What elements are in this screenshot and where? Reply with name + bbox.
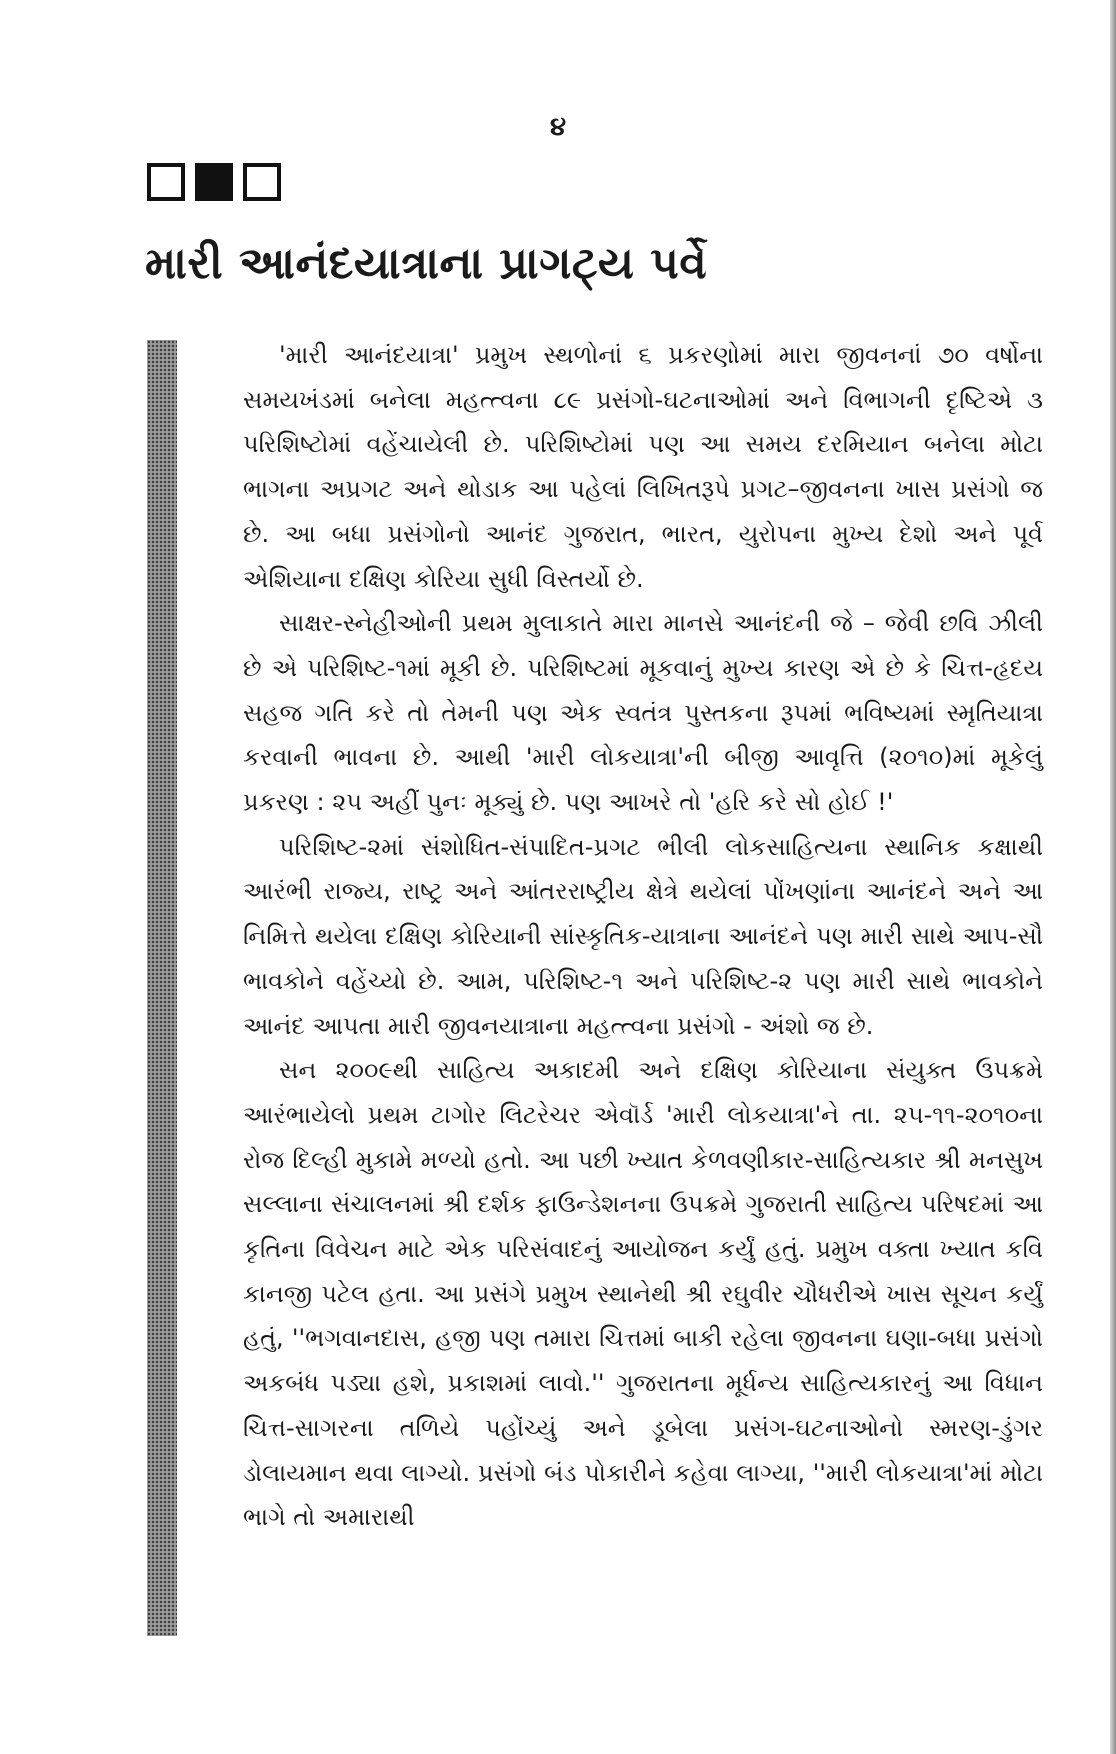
ornament-square-empty [147,163,185,201]
decorative-side-bar [147,340,177,1636]
page-number: ૪ [549,112,567,142]
chapter-ornament [147,163,281,201]
paragraph: પરિશિષ્ટ-૨માં સંશોધિત-સંપાદિત-પ્રગટ ભીલી લોકસાહિત્યના સ્થાનિક કક્ષાથી આરંભી રાજ્ય, રાષ્ટ્ર અને આંતરરાષ્ટ્રીય ક્ષેત્રે થયેલાં પોંખણાંના આનંદને અને આ નિમિત્તે થયેલા દક્ષિણ કોરિયાની સાંસ્કૃતિક-યાત્રાના આનંદને પણ મારી સાથે આપ-સૌ ભાવકોને વહેંચ્યો છે. આમ, પરિશિષ્ટ-૧ અને પરિશિષ્ટ-૨ પણ મારી સાથે ભાવકોને આનંદ આપતા મારી જીવનયાત્રાના મહત્ત્વના પ્રસંગો - અંશો જ છે. [243,832,1043,1040]
paragraph: સાક્ષર-સ્નેહીઓની પ્રથમ મુલાકાતે મારા માનસે આનંદની જે – જેવી છવિ ઝીલી છે એ પરિશિષ્ટ-૧માં મૂકી છે. પરિશિષ્ટમાં મૂકવાનું મુખ્ય કારણ એ છે કે ચિત્ત-હૃદય સહજ ગતિ કરે તો તેમની પણ એક સ્વતંત્ર પુસ્તકના રૂપમાં ભવિષ્યમાં સ્મૃતિયાત્રા કરવાની ભાવના છે. આથી 'મારી લોકયાત્રા'ની બીજી આવૃત્તિ (૨૦૧૦)માં મૂકેલું પ્રકરણ : ૨૫ અહીં પુનઃ મૂક્યું છે. પણ આખરે તો 'હરિ કરે સો હોઈ !' [243,609,1043,817]
ornament-square-empty [243,163,281,201]
body-text [243,333,1043,1540]
paragraph: 'મારી આનંદયાત્રા' પ્રમુખ સ્થળોનાં ૬ પ્રકરણોમાં મારા જીવનનાં ૭૦ વર્ષોના સમયખંડમાં બનેલા મહત્ત્વના ૮૯ પ્રસંગો-ઘટનાઓમાં અને વિભાગની દૃષ્ટિએ ૩ પરિશિષ્ટોમાં વહેંચાયેલી છે. પરિશિષ્ટોમાં પણ આ સમય દરમિયાન બનેલા મોટા ભાગના અપ્રગટ અને થોડાક આ પહેલાં લિખિતરૂપે પ્રગટ–જીવનના ખાસ પ્રસંગો જ છે. આ બધા પ્રસંગોનો આનંદ ગુજરાત, ભારત, યુરોપના મુખ્ય દેશો અને પૂર્વ એશિયાના દક્ષિણ કોરિયા સુધી વિસ્તર્યો છે. [243,341,1043,593]
page-edge [1110,0,1116,1754]
paragraph: સન ૨૦૦૯થી સાહિત્ય અકાદમી અને દક્ષિણ કોરિયાના સંયુક્ત ઉપક્રમે આરંભાયેલો પ્રથમ ટાગોર લિટરેચર એવૉર્ડ 'મારી લોકયાત્રા'ને તા. ૨૫-૧૧-૨૦૧૦ના રોજ દિલ્હી મુકામે મળ્યો હતો. આ પછી ખ્યાત કેળવણીકાર-સાહિત્યકાર શ્રી મનસુખ સલ્લાના સંચાલનમાં શ્રી દર્શક ફાઉન્ડેશનના ઉપક્રમે ગુજરાતી સાહિત્ય પરિષદમાં આ કૃતિના વિવેચન માટે એક પરિસંવાદનું આયોજન કર્યું હતું. પ્રમુખ વક્તા ખ્યાત કવિ કાનજી પટેલ હતા. આ પ્રસંગે પ્રમુખ સ્થાનેથી શ્રી રઘુવીર ચૌધરીએ ખાસ સૂચન કર્યું હતું, ''ભગવાનદાસ, હજી પણ તમારા ચિત્તમાં બાકી રહેલા જીવનના ઘણા-બધા પ્રસંગો અકબંધ પડ્યા હશે, પ્રકાશમાં લાવો.'' ગુજરાતના મૂર્ધન્ય સાહિત્યકારનું આ વિધાન ચિત્ત-સાગરના તળિયે પહોંચ્યું અને ડૂબેલા પ્રસંગ-ઘટનાઓનો સ્મરણ-ડુંગર ડોલાયમાન થવા લાગ્યો. પ્રસંગો બંડ પોકારીને કહેવા લાગ્યા, ''મારી લોકયાત્રા'માં મોટા ભાગે તો અમારાથી [243,1056,1043,1532]
ornament-square-filled [195,163,233,201]
chapter-title: મારી આનંદયાત્રાના પ્રાગટ્ય પર્વે [145,238,708,289]
